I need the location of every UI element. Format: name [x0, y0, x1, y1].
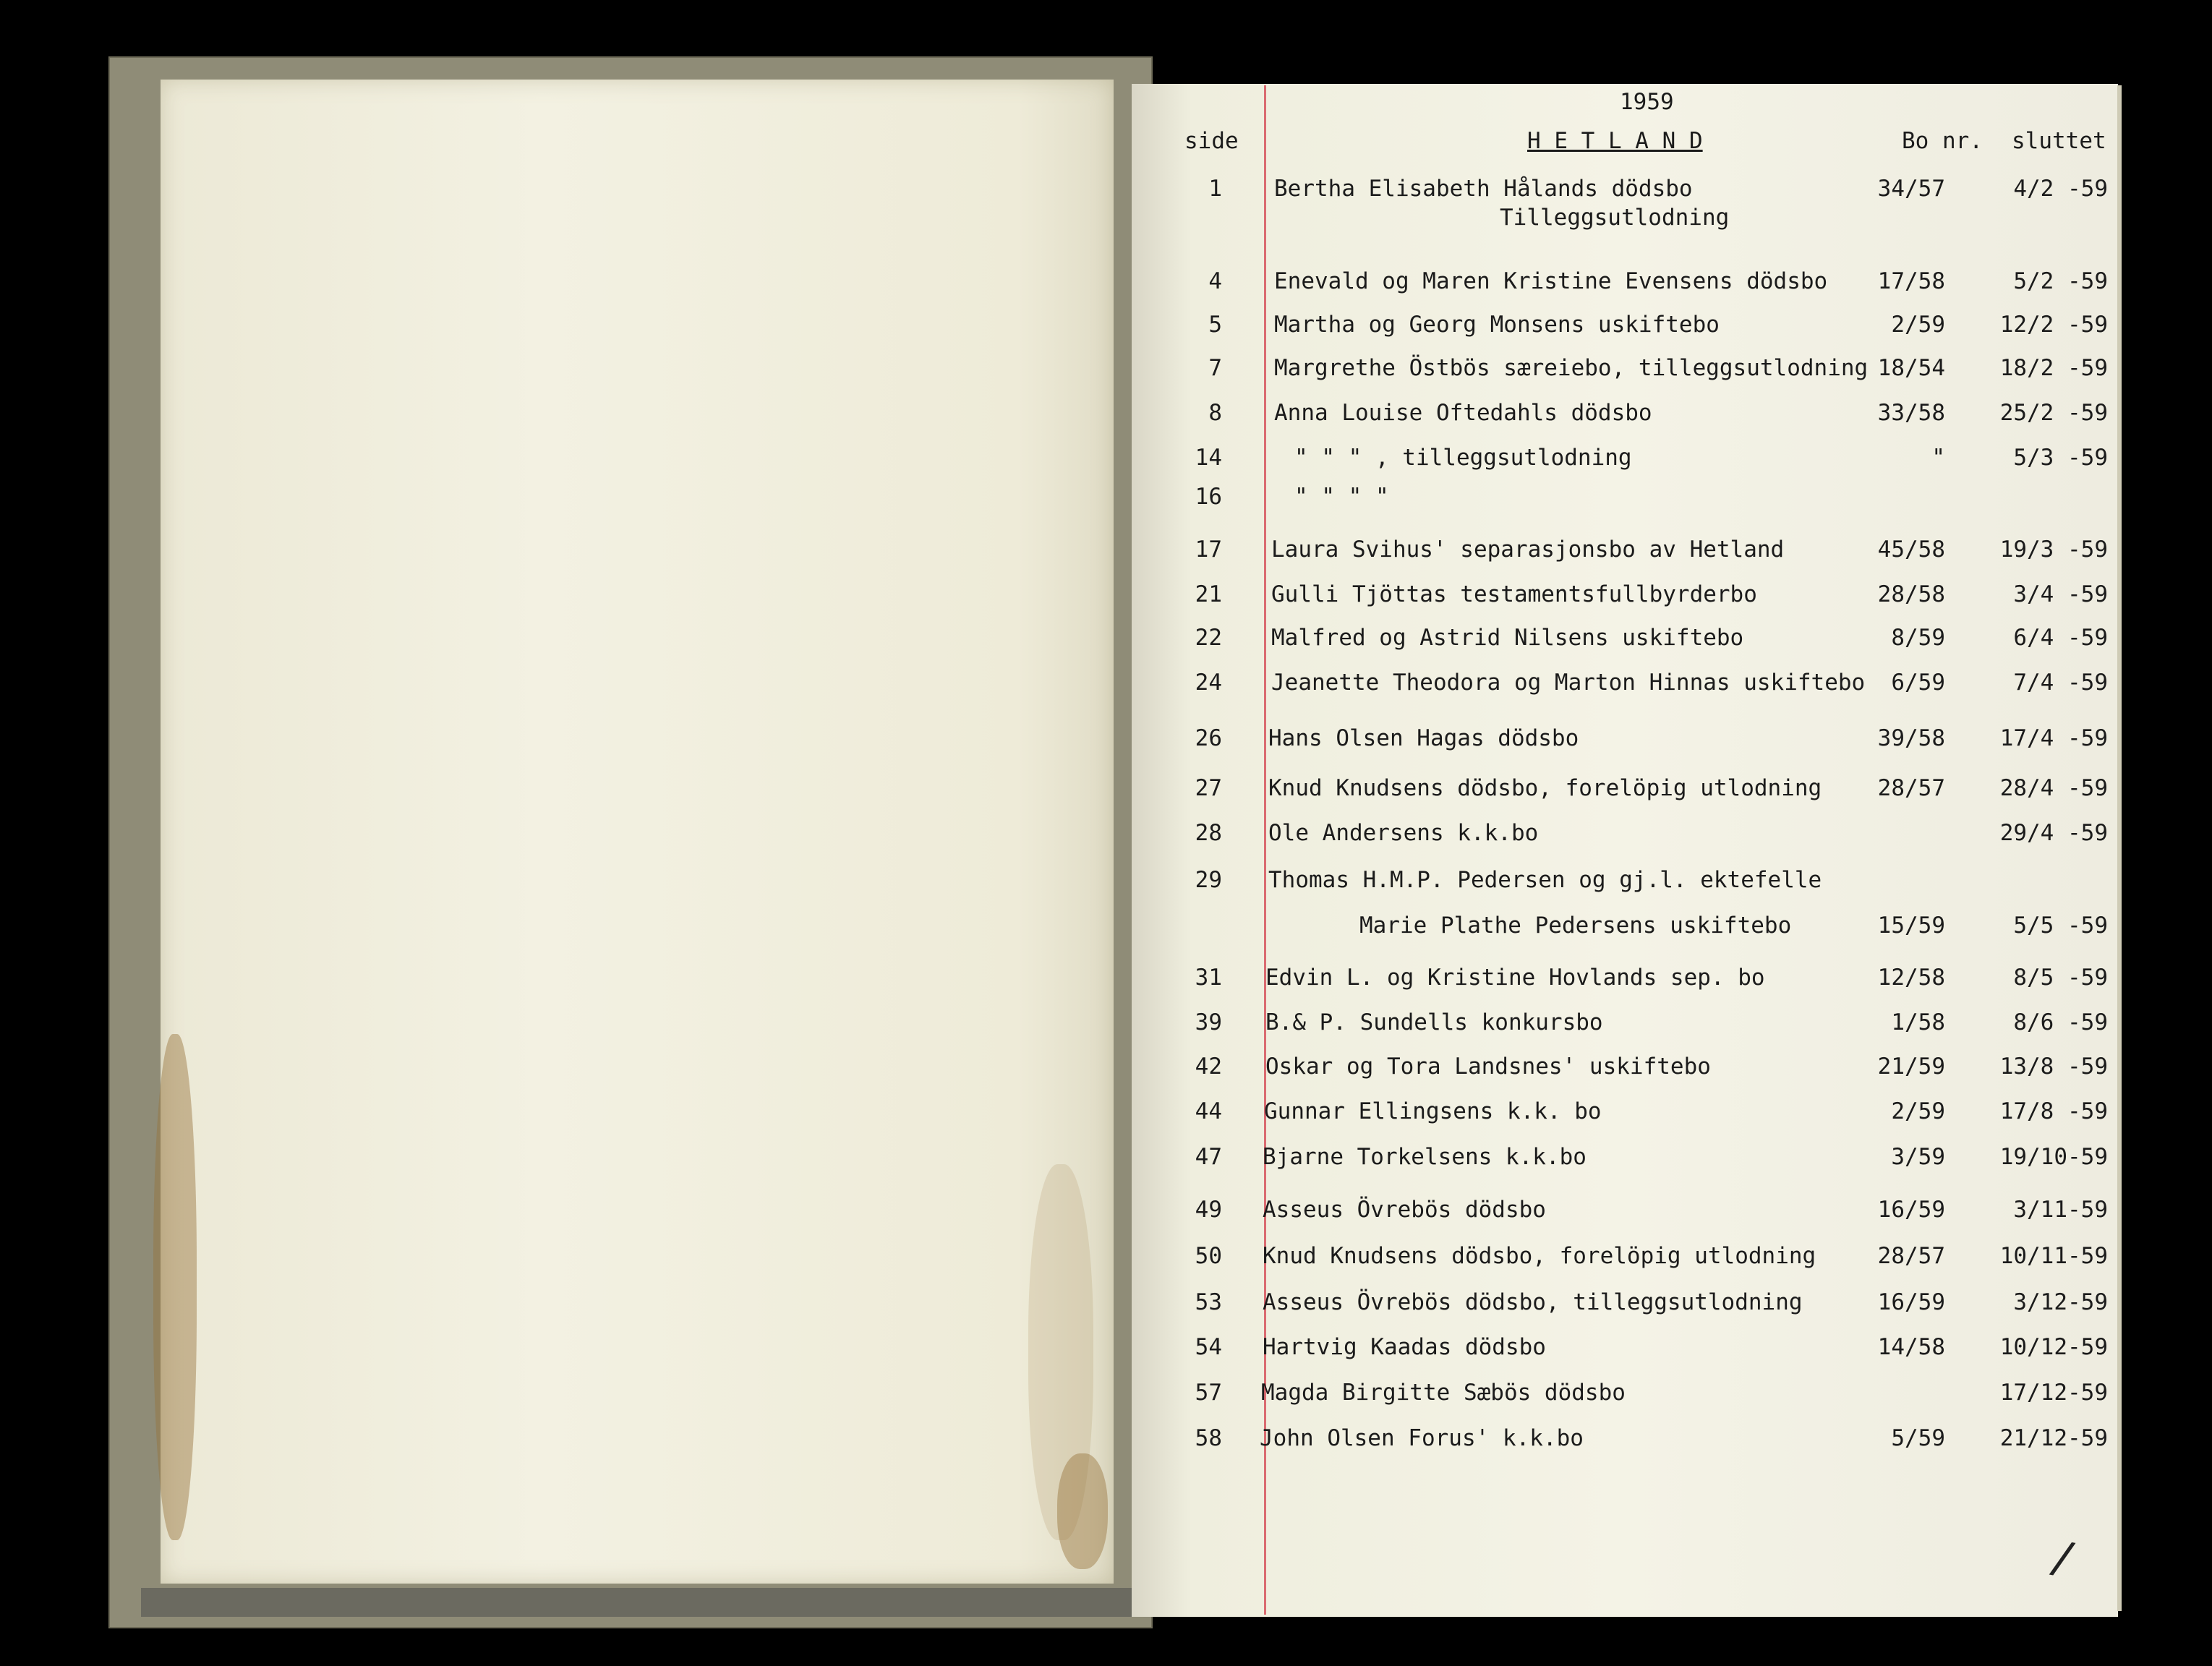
row-side: 47	[1195, 1144, 1222, 1170]
row-sluttet: 18/2 -59	[1999, 355, 2108, 381]
row-sluttet: 5/3 -59	[2013, 445, 2108, 471]
row-estate-name: Edvin L. og Kristine Hovlands sep. bo	[1265, 965, 1765, 991]
row-side: 21	[1195, 581, 1222, 607]
row-sluttet: 17/4 -59	[1999, 725, 2108, 751]
row-bo-nr: 33/58	[1877, 400, 1945, 426]
row-estate-name: Bertha Elisabeth Hålands dödsbo	[1274, 176, 1693, 202]
row-sluttet: 3/4 -59	[2013, 581, 2108, 607]
row-side: 14	[1195, 445, 1222, 471]
row-estate-name: Hartvig Kaadas dödsbo	[1263, 1334, 1546, 1360]
page-stain	[1057, 1453, 1108, 1569]
row-estate-name: Tilleggsutlodning	[1500, 205, 1730, 231]
row-side: 16	[1195, 484, 1222, 510]
page-title: H E T L A N D	[1527, 128, 1703, 154]
page-edge	[2117, 85, 2122, 1611]
corner-mark: /	[2046, 1531, 2080, 1586]
row-bo-nr: 17/58	[1877, 268, 1945, 294]
row-sluttet: 25/2 -59	[1999, 400, 2108, 426]
row-bo-nr: 15/59	[1877, 913, 1945, 939]
row-bo-nr: 21/59	[1877, 1054, 1945, 1080]
row-estate-name: Margrethe Östbös særeiebo, tilleggsutlodning	[1274, 355, 1869, 381]
row-side: 53	[1195, 1289, 1222, 1315]
row-bo-nr: 6/59	[1891, 670, 1945, 696]
blank-left-page	[161, 80, 1114, 1584]
row-bo-nr: 39/58	[1877, 725, 1945, 751]
row-side: 44	[1195, 1098, 1222, 1124]
page-stain	[153, 1034, 197, 1540]
row-estate-name: " " " "	[1294, 484, 1389, 510]
year: 1959	[1620, 89, 1674, 115]
row-side: 49	[1195, 1197, 1222, 1223]
row-bo-nr: 28/58	[1877, 581, 1945, 607]
row-side: 7	[1208, 355, 1222, 381]
row-bo-nr: 16/59	[1877, 1197, 1945, 1223]
row-estate-name: Martha og Georg Monsens uskiftebo	[1274, 312, 1720, 338]
row-bo-nr: 28/57	[1877, 775, 1945, 801]
row-side: 28	[1195, 820, 1222, 846]
row-sluttet: 3/11-59	[2013, 1197, 2108, 1223]
row-estate-name: " " " , tilleggsutlodning	[1294, 445, 1632, 471]
row-side: 39	[1195, 1009, 1222, 1035]
row-bo-nr: 28/57	[1877, 1243, 1945, 1269]
row-sluttet: 12/2 -59	[1999, 312, 2108, 338]
row-bo-nr: 1/58	[1891, 1009, 1945, 1035]
row-sluttet: 8/6 -59	[2013, 1009, 2108, 1035]
row-estate-name: Magda Birgitte Sæbös dödsbo	[1261, 1380, 1626, 1406]
row-sluttet: 19/3 -59	[1999, 537, 2108, 563]
row-bo-nr: 5/59	[1891, 1425, 1945, 1451]
row-side: 42	[1195, 1054, 1222, 1080]
row-estate-name: Laura Svihus' separasjonsbo av Hetland	[1271, 537, 1785, 563]
row-side: 57	[1195, 1380, 1222, 1406]
row-estate-name: Asseus Övrebös dödsbo, tilleggsutlodning	[1263, 1289, 1803, 1315]
row-side: 4	[1208, 268, 1222, 294]
cover-bottom-edge	[141, 1588, 1139, 1617]
row-side: 54	[1195, 1334, 1222, 1360]
row-bo-nr: 2/59	[1891, 312, 1945, 338]
row-bo-nr: 18/54	[1877, 355, 1945, 381]
row-sluttet: 10/12-59	[1999, 1334, 2108, 1360]
row-sluttet: 19/10-59	[1999, 1144, 2108, 1170]
row-bo-nr: 16/59	[1877, 1289, 1945, 1315]
row-sluttet: 29/4 -59	[1999, 820, 2108, 846]
row-side: 29	[1195, 867, 1222, 893]
row-sluttet: 17/12-59	[1999, 1380, 2108, 1406]
row-sluttet: 5/2 -59	[2013, 268, 2108, 294]
row-side: 17	[1195, 537, 1222, 563]
row-estate-name: Jeanette Theodora og Marton Hinnas uskiftebo	[1271, 670, 1866, 696]
row-side: 22	[1195, 625, 1222, 651]
row-estate-name: Malfred og Astrid Nilsens uskiftebo	[1271, 625, 1744, 651]
row-bo-nr: 45/58	[1877, 537, 1945, 563]
row-estate-name: Knud Knudsens dödsbo, forelöpig utlodning	[1268, 775, 1822, 801]
row-sluttet: 7/4 -59	[2013, 670, 2108, 696]
row-estate-name: Anna Louise Oftedahls dödsbo	[1274, 400, 1652, 426]
row-estate-name: Knud Knudsens dödsbo, forelöpig utlodning	[1263, 1243, 1816, 1269]
row-sluttet: 17/8 -59	[1999, 1098, 2108, 1124]
row-estate-name: B.& P. Sundells konkursbo	[1265, 1009, 1603, 1035]
row-side: 8	[1208, 400, 1222, 426]
row-estate-name: Gunnar Ellingsens k.k. bo	[1264, 1098, 1602, 1124]
row-estate-name: Ole Andersens k.k.bo	[1268, 820, 1539, 846]
row-sluttet: 8/5 -59	[2013, 965, 2108, 991]
row-side: 58	[1195, 1425, 1222, 1451]
row-estate-name: John Olsen Forus' k.k.bo	[1260, 1425, 1584, 1451]
row-estate-name: Enevald og Maren Kristine Evensens dödsbo	[1274, 268, 1828, 294]
row-sluttet: 28/4 -59	[1999, 775, 2108, 801]
row-sluttet: 10/11-59	[1999, 1243, 2108, 1269]
row-bo-nr: "	[1931, 445, 1945, 471]
row-sluttet: 3/12-59	[2013, 1289, 2108, 1315]
row-sluttet: 13/8 -59	[1999, 1054, 2108, 1080]
row-bo-nr: 3/59	[1891, 1144, 1945, 1170]
row-estate-name: Hans Olsen Hagas dödsbo	[1268, 725, 1579, 751]
row-side: 26	[1195, 725, 1222, 751]
row-bo-nr: 8/59	[1891, 625, 1945, 651]
side-column-header: side	[1184, 128, 1239, 154]
row-side: 1	[1208, 176, 1222, 202]
row-estate-name: Bjarne Torkelsens k.k.bo	[1263, 1144, 1587, 1170]
row-bo-nr: 14/58	[1877, 1334, 1945, 1360]
row-side: 5	[1208, 312, 1222, 338]
row-bo-nr: 12/58	[1877, 965, 1945, 991]
row-estate-name: Marie Plathe Pedersens uskiftebo	[1359, 913, 1792, 939]
row-side: 27	[1195, 775, 1222, 801]
sluttet-column-header: sluttet	[2012, 128, 2106, 154]
row-estate-name: Gulli Tjöttas testamentsfullbyrderbo	[1271, 581, 1757, 607]
row-estate-name: Thomas H.M.P. Pedersen og gj.l. ektefelle	[1268, 867, 1822, 893]
row-bo-nr: 34/57	[1877, 176, 1945, 202]
row-side: 24	[1195, 670, 1222, 696]
row-sluttet: 6/4 -59	[2013, 625, 2108, 651]
row-bo-nr: 2/59	[1891, 1098, 1945, 1124]
bo-nr-column-header: Bo nr.	[1902, 128, 1983, 154]
row-side: 31	[1195, 965, 1222, 991]
row-sluttet: 4/2 -59	[2013, 176, 2108, 202]
row-sluttet: 5/5 -59	[2013, 913, 2108, 939]
row-side: 50	[1195, 1243, 1222, 1269]
row-estate-name: Asseus Övrebös dödsbo	[1263, 1197, 1546, 1223]
row-estate-name: Oskar og Tora Landsnes' uskiftebo	[1265, 1054, 1711, 1080]
row-sluttet: 21/12-59	[1999, 1425, 2108, 1451]
